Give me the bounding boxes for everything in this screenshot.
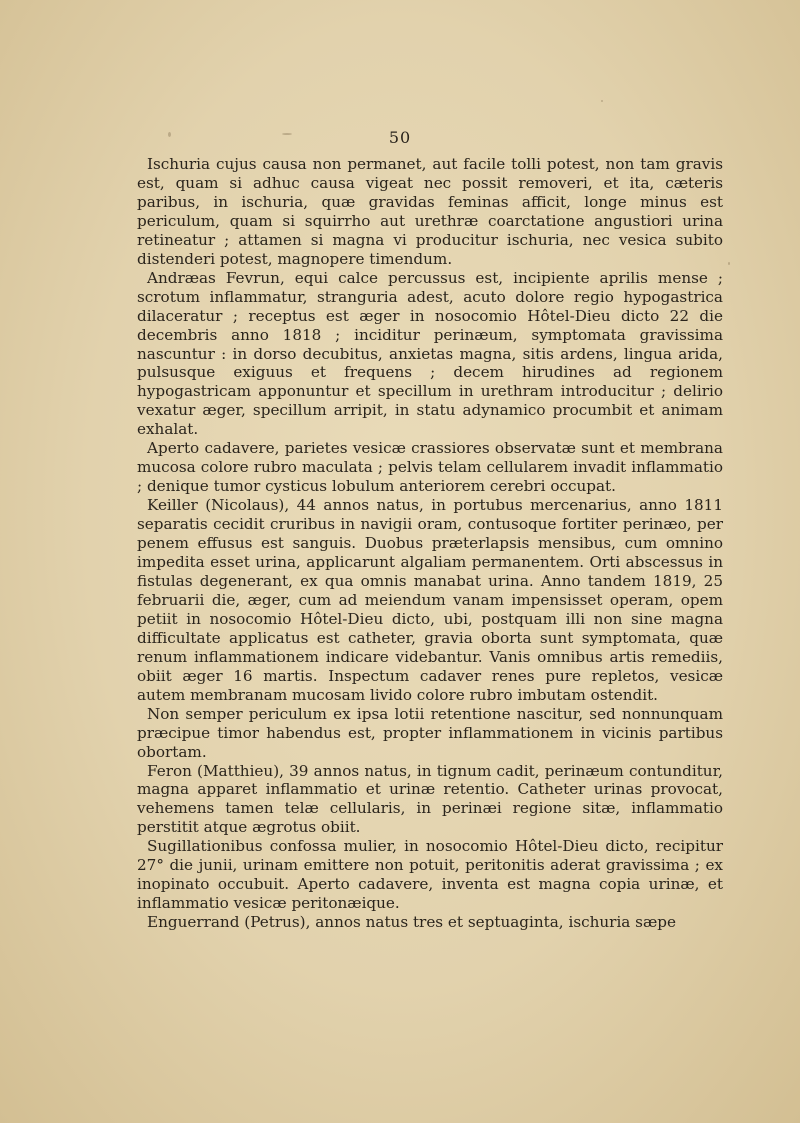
body-text: [137, 155, 723, 932]
paper-fleck: [728, 262, 730, 265]
paragraph: Aperto cadavere, parietes vesicæ crassiores observatæ sunt et membrana mucosa colore rubro maculata ; pelvis telam cellularem invadit inflammatio ; denique tumor cysticus lobulum anteriorem cerebri occupat.: [137, 439, 723, 496]
paragraph: Ischuria cujus causa non permanet, aut facile tolli potest, non tam gravis est, quam si adhuc causa vigeat nec possit removeri, et ita, cæteris paribus, in ischuria, quæ gravidas feminas afficit, longe minus est periculum, quam si squirrho aut urethræ coarctatione angustiori urina retineatur ; attamen si magna vi producitur ischuria, nec vesica subito distenderi potest, magnopere timendum.: [137, 155, 723, 268]
paragraph: Enguerrand (Petrus), annos natus tres et septuaginta, ischuria sæpe: [147, 913, 676, 932]
paragraph: Non semper periculum ex ipsa lotii retentione nascitur, sed nonnunquam præcipue timor habendus est, propter inflammationem in vicinis partibus obortam.: [137, 704, 723, 761]
paper-fleck: [601, 100, 603, 102]
paragraph: Sugillationibus confossa mulier, in nosocomio Hôtel-Dieu dicto, recipitur 27° die junii, urinam emittere non potuit, peritonitis aderat gravissima ; ex inopinato occubuit. Aperto cadavere, inventa est magna copia urinæ, et inflammatio vesicæ peritonæique.: [137, 837, 723, 913]
paragraph: Keiller (Nicolaus), 44 annos natus, in portubus mercenarius, anno 1811 separatis cecidit cruribus in navigii oram, contusoque fortiter perinæo, per penem effusus est sanguis. Duobus præterlapsis mensibus, cum omnino impedita esset urina, applicarunt algaliam permanentem. Orti abscessus in fistulas degenerant, ex qua omnis manabat urina. Anno tandem 1819, 25 februarii die, æger, cum ad meiendum vanam impensisset operam, opem petiit in nosocomio Hôtel-Dieu dicto, ubi, postquam illi non sine magna difficultate applicatus est catheter, gravia oborta sunt symptomata, quæ renum inflammationem indicare videbantur. Vanis omnibus artis remediis, obiit æger 16 martis. Inspectum cadaver renes pure repletos, vesicæ autem membranam mucosam livido colore rubro imbutam ostendit.: [137, 496, 723, 704]
paragraph: Andræas Fevrun, equi calce percussus est, incipiente aprilis mense ; scrotum inflammatur, stranguria adest, acuto dolore regio hypogastrica dilaceratur ; receptus est æger in nosocomio Hôtel-Dieu dicto 22 die decembris anno 1818 ; inciditur perinæum, symptomata gravissima nascuntur : in dorso decubitus, anxietas magna, sitis ardens, lingua arida, pulsusque exiguus et frequens ; decem hirudines ad regionem hypogastricam apponuntur et specillum in urethram introducitur ; delirio vexatur æger, specillum arripit, in statu adynamico procumbit et animam exhalat.: [137, 268, 723, 439]
page-number: 50: [388, 128, 412, 147]
paragraph: Feron (Matthieu), 39 annos natus, in tignum cadit, perinæum contunditur, magna apparet inflammatio et urinæ retentio. Catheter urinas provocat, vehemens tamen telæ cellularis, in perinæi regione sitæ, inflammatio perstitit atque ægrotus obiit.: [137, 761, 723, 837]
